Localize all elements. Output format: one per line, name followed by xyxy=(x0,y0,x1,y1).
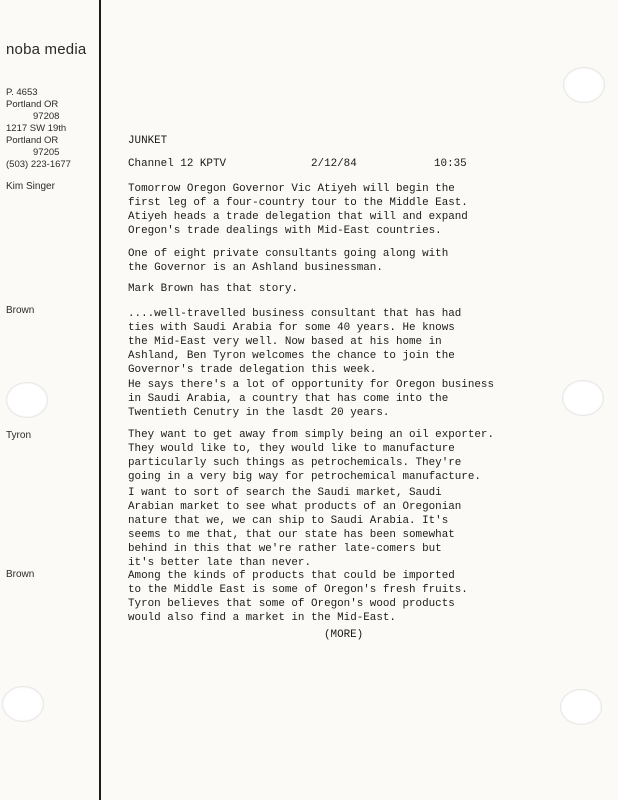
text-line: going in a very big way for petrochemical manufacture. xyxy=(128,471,481,483)
text-line: would also find a market in the Mid-East. xyxy=(128,612,396,624)
story-slug: JUNKET xyxy=(128,135,168,147)
air-time: 10:35 xyxy=(434,158,467,170)
text-line: I want to sort of search the Saudi market, Saudi xyxy=(128,487,442,499)
text-line: Tyron believes that some of Oregon's wood products xyxy=(128,598,455,610)
speaker-cue: Brown xyxy=(6,305,35,316)
speaker-cue: Kim Singer xyxy=(6,181,55,192)
text-line: Tomorrow Oregon Governor Vic Atiyeh will begin the xyxy=(128,183,455,195)
text-line: to the Middle East is some of Oregon's fresh fruits. xyxy=(128,584,468,596)
text-line: They want to get away from simply being an oil exporter. xyxy=(128,429,494,441)
paragraph xyxy=(128,247,448,275)
text-line: seems to me that, that our state has been somewhat xyxy=(128,529,455,541)
paragraph xyxy=(128,182,468,238)
binder-hole-right-middle xyxy=(562,380,604,416)
text-line: the Governor is an Ashland businessman. xyxy=(128,262,383,274)
text-line: in Saudi Arabia, a country that has come into the xyxy=(128,393,449,405)
speaker-cue: Brown xyxy=(6,569,35,580)
paragraph xyxy=(128,282,298,296)
text-line: Oregon's trade dealings with Mid-East countries. xyxy=(128,225,442,237)
text-line: it's better late than never. xyxy=(128,557,311,569)
text-line: Governor's trade delegation this week. xyxy=(128,364,377,376)
binder-hole-right-bottom xyxy=(560,689,602,725)
address-line: Portland OR xyxy=(6,99,59,110)
text-line: Atiyeh heads a trade delegation that will and expand xyxy=(128,211,468,223)
binder-hole-right-top xyxy=(563,67,605,103)
company-logo: noba media xyxy=(6,41,87,58)
text-line: ties with Saudi Arabia for some 40 years. He knows xyxy=(128,322,455,334)
paragraph xyxy=(128,486,461,570)
company-address xyxy=(6,87,71,171)
text-line: Mark Brown has that story. xyxy=(128,283,298,295)
address-line: P. 4653 xyxy=(6,87,38,98)
text-line: They would like to, they would like to manufacture xyxy=(128,443,455,455)
text-line: the Mid-East very well. Now based at his home in xyxy=(128,336,442,348)
text-line: Twentieth Cenutry in the lasdt 20 years. xyxy=(128,407,390,419)
paragraph xyxy=(128,569,468,625)
margin-rule xyxy=(99,0,101,800)
address-line: 97205 xyxy=(33,147,60,158)
address-line: 1217 SW 19th xyxy=(6,123,67,134)
air-date: 2/12/84 xyxy=(311,158,357,170)
address-line: Portland OR xyxy=(6,135,59,146)
text-line: nature that we, we can ship to Saudi Arabia. It's xyxy=(128,515,449,527)
paragraph xyxy=(128,428,494,484)
more-continuation: (MORE) xyxy=(324,629,364,641)
text-line: particularly such things as petrochemicals. They're xyxy=(128,457,462,469)
paragraph xyxy=(128,307,461,377)
paragraph xyxy=(128,378,494,420)
text-line: first leg of a four-country tour to the Middle East. xyxy=(128,197,468,209)
text-line: Ashland, Ben Tyron welcomes the chance to join the xyxy=(128,350,455,362)
text-line: One of eight private consultants going along with xyxy=(128,248,449,260)
station-name: Channel 12 KPTV xyxy=(128,158,227,170)
text-line: Arabian market to see what products of an Oregonian xyxy=(128,501,462,513)
text-line: behind in this that we're rather late-comers but xyxy=(128,543,442,555)
text-line: ....well-travelled business consultant that has had xyxy=(128,308,462,320)
speaker-cue: Tyron xyxy=(6,430,32,441)
left-margin xyxy=(0,0,98,800)
address-line: (503) 223-1677 xyxy=(6,159,71,170)
text-line: He says there's a lot of opportunity for Oregon business xyxy=(128,379,494,391)
address-line: 97208 xyxy=(33,111,60,122)
text-line: Among the kinds of products that could be imported xyxy=(128,570,455,582)
